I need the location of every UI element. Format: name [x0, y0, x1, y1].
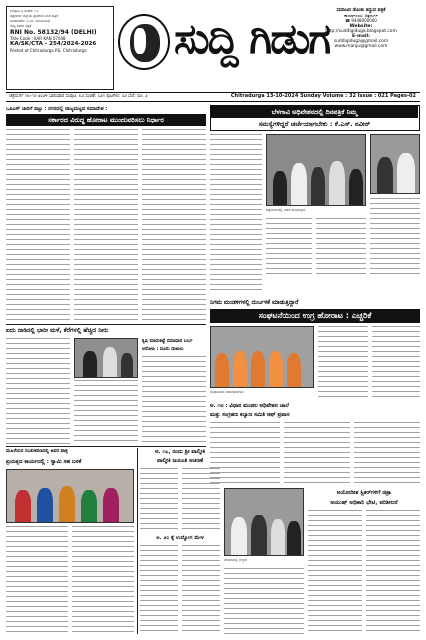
right-headline-3: ಅ. ೧೮ : ವಿಧಾನ ಮಂಡಲ ಅಧಿವೇಶನ ಚಾಲೆ	[210, 403, 289, 409]
email-link[interactable]: suddigiduga@gmail.com	[333, 39, 389, 45]
right-banner-2: ಸಮಸ್ಯೆಗಳಿದ್ದರೆ ಚರ್ಚೆಯಾಗಬೇಕು : ಕೆ.ಎಸ್. ನವೀನ್	[258, 120, 371, 128]
title-code: Title Code : KAR KAN 07048	[10, 36, 66, 41]
reg-line: ಚಿತ್ರದುರ್ಗ ಜಿಲ್ಲೆಯ ಪ್ರಾದೇಶಿಕ ವಾರ ಪತ್ರಿಕೆ	[10, 14, 58, 18]
eagle-logo-icon	[118, 14, 170, 70]
contact-box	[302, 6, 420, 90]
right-banner-3: ಸಂಘಟನೆಯಿಂದ ಉಗ್ರ ಹೋರಾಟ : ಎಚ್ಚರಿಕೆ	[210, 309, 420, 323]
right-banner-1: ಬೆಳಗಾವಿ ಅಧಿವೇಶನದಲ್ಲಿ ದಿನಪತ್ರಿಕೆ ನಿಮ್ಮ	[211, 106, 418, 118]
bottom-right-headline-a: ಅಯೋದೀಶ ಸ್ಟಿಕರ್‌ಗಳಿಗೆ ಚಿತ್ರಾ	[336, 490, 392, 496]
left2-headline: ಐದು ನಾಡಿನಲ್ಲಿ ಭಾರೀ ಮಳೆ, ಕೆರೆಗಳಲ್ಲಿ ಹೆಚ್ಚಿದ ನೀರು	[6, 327, 109, 334]
contact-phone: ☎ 9448000000	[345, 18, 377, 24]
bottom-mid-headline-a: ಅ. ೧೭, ರಂದು ಶ್ರೀ ವಾಲ್ಮೀಕಿ	[155, 449, 205, 455]
article-text-col	[266, 218, 312, 278]
email-link-2[interactable]: www.manju@gmail.com	[334, 44, 388, 50]
bottom-left-headline: ಪ್ರಯತ್ನದ ಕಾರ್ಯದಲ್ಲಿ : ಸ್ವಾಮಿ ಸಹ ಬಳಕೆ	[6, 459, 82, 465]
event-photo-2	[370, 134, 420, 194]
article-text-col	[6, 129, 70, 321]
divider	[6, 324, 206, 325]
article-text-col	[72, 526, 134, 634]
email-label: E-mail:	[352, 34, 370, 40]
article-text-col	[142, 356, 206, 444]
reg-line: ಸಂಪಾದಕರು: ಸಿ.ಎಂ. ಮಂಜುನಾಥ	[10, 19, 50, 23]
contact-address: ಕಾರ್ಯಾಲಯ: ಚಿತ್ರದುರ್ಗ	[344, 13, 378, 19]
left-headline: ಸರ್ಕಾರದ ವಿರುದ್ಧ ಹೋರಾಟ ಮುಂದುವರಿಸಲು ನಿರ್ಧಾರ	[6, 114, 206, 126]
article-text-col	[210, 422, 280, 484]
article-text-col	[370, 198, 420, 278]
article-text-col	[366, 510, 420, 634]
right-headline-3b: ಮತ್ತು ಸಂಗ್ರಹಣ ಕಲ್ಯಾಣ ಸಮಿತಿ ಆಫ್ ಪ್ರವಾಸ	[210, 412, 290, 418]
dateline-bar	[6, 92, 420, 102]
event-photo	[266, 134, 366, 206]
article-text-col	[224, 568, 304, 634]
newspaper-logo	[116, 8, 330, 80]
posted-at: Posted at Chitradurga RS, Chitradurga	[10, 48, 87, 53]
article-text-col	[316, 218, 366, 278]
article-text-col	[372, 326, 420, 398]
registration-box	[6, 6, 114, 90]
website-label: Website:	[349, 23, 373, 29]
rni-number: RNI No. 58132/94 (DELHI)	[10, 29, 97, 36]
article-text-col	[140, 468, 178, 532]
photo-caption: ಸಂಘಟನೆಯ ಪದಾಧಿಕಾರಿಗಳು	[210, 390, 244, 394]
dateline-kannada: ಚಿತ್ರದುರ್ಗ ೧೩-೧೦-೨೦೨೪ ಭಾನುವಾರ ಸಂಪುಟ: ೩೨ ಸಂಚಿಕೆ: ೦೨೧ ಪುಟಗಳು: ೦೨ ಬೆಲೆ: ರೂ. ೨	[9, 94, 148, 99]
photo-caption: ಚಿತ್ರದುರ್ಗದಲ್ಲಿ ನಡೆದ ಕಾರ್ಯಕ್ರಮ	[266, 208, 306, 212]
divider	[6, 446, 206, 447]
article-text-col	[74, 380, 138, 444]
right-headline-2: ನಿಗಮ ಮಂಡಳಿಗಳಲ್ಲಿ ದುರ್ಬಳಕೆ ಮಾಡುತ್ತಿದ್ದಾರೆ	[210, 300, 299, 306]
article-text-col	[140, 545, 178, 634]
article-text-col	[142, 129, 206, 321]
postal-number: KA/SK/CTA - 254/2024-2026	[10, 41, 97, 47]
right-banner-box	[210, 105, 420, 131]
reg-line: ಸುದ್ದಿ ಗಿಡುಗ ಪತ್ರಿಕೆ	[10, 24, 32, 28]
small-photo	[74, 338, 138, 378]
article-text-col	[284, 422, 350, 484]
divider	[137, 448, 138, 634]
contact-slogan: ಸಮಾಜದ ಡೊಂಕು ತಿದ್ದುವ ಪತ್ರಿಕೆ	[336, 8, 386, 13]
dateline-english: Chitradurga 13-10-2024 Sunday Volume : 32 Issue : 021 Pages-02	[230, 93, 416, 99]
women-event-photo	[6, 469, 134, 523]
masthead	[6, 6, 420, 92]
article-text-col	[6, 526, 68, 634]
article-text-col	[210, 134, 262, 294]
meeting-photo	[224, 488, 304, 556]
article-text-col	[182, 468, 220, 532]
article-text-col	[318, 326, 368, 398]
paper-name: ಸುದ್ದಿ ಗಿಡುಗ	[174, 14, 330, 63]
reg-line: ಸಂಪುಟ: ೮ ಸಂಚಿಕೆ: ೦೨	[10, 9, 39, 13]
mid-headline-b: ಆರೋಪಿ : ದೂರು ದಾಖಲು	[142, 347, 184, 352]
article-text-col	[74, 129, 138, 321]
website-link[interactable]: http://suddigiduga.blogspot.com	[325, 28, 397, 34]
bottom-right-headline-b: ಆಯುಷ್ ಅಧಿಕಾರಿ ಭೇಟಿ, ಪರಿಶೀಲನೆ	[330, 500, 398, 506]
left-kicker: ಒಪಿಎಸ್ ಜಾರಿಗೆ ಪಟ್ಟು : ನಗರದಲ್ಲಿ ರಾಜ್ಯಮಟ್ಟದ ಸಮಾವೇಶ :	[6, 106, 108, 112]
newspaper-page	[6, 6, 420, 634]
group-photo	[210, 326, 314, 388]
bottom-left-kicker: ಮಹಿಳೆಯರ ಸಬಲೀಕರಣದಲ್ಲಿ ಅವರ ಪಾತ್ರ	[6, 449, 68, 454]
mid-headline-a: ಕೃಷಿ ಮಾರುಕಟ್ಟೆ ಸಮಾಧಾನ ಬರ್ಬ	[142, 339, 193, 344]
bottom-mid-headline-c: ಅ. ೨೦ ಕ್ಕೆ ಉದ್ಯೋಗ ಮೇಳ	[156, 535, 204, 541]
bottom-mid-headline-b: ವಾಲ್ಮೀಕಿ ಜಯಂತಿ ಆಚರಣೆ	[156, 458, 204, 464]
article-text-col	[308, 510, 362, 634]
article-text-col	[354, 422, 420, 484]
article-text-col	[182, 545, 220, 634]
article-text-col	[6, 338, 70, 444]
photo-caption: ವೇದಿಕೆಯಲ್ಲಿ ಗಣ್ಯರು	[224, 558, 248, 562]
